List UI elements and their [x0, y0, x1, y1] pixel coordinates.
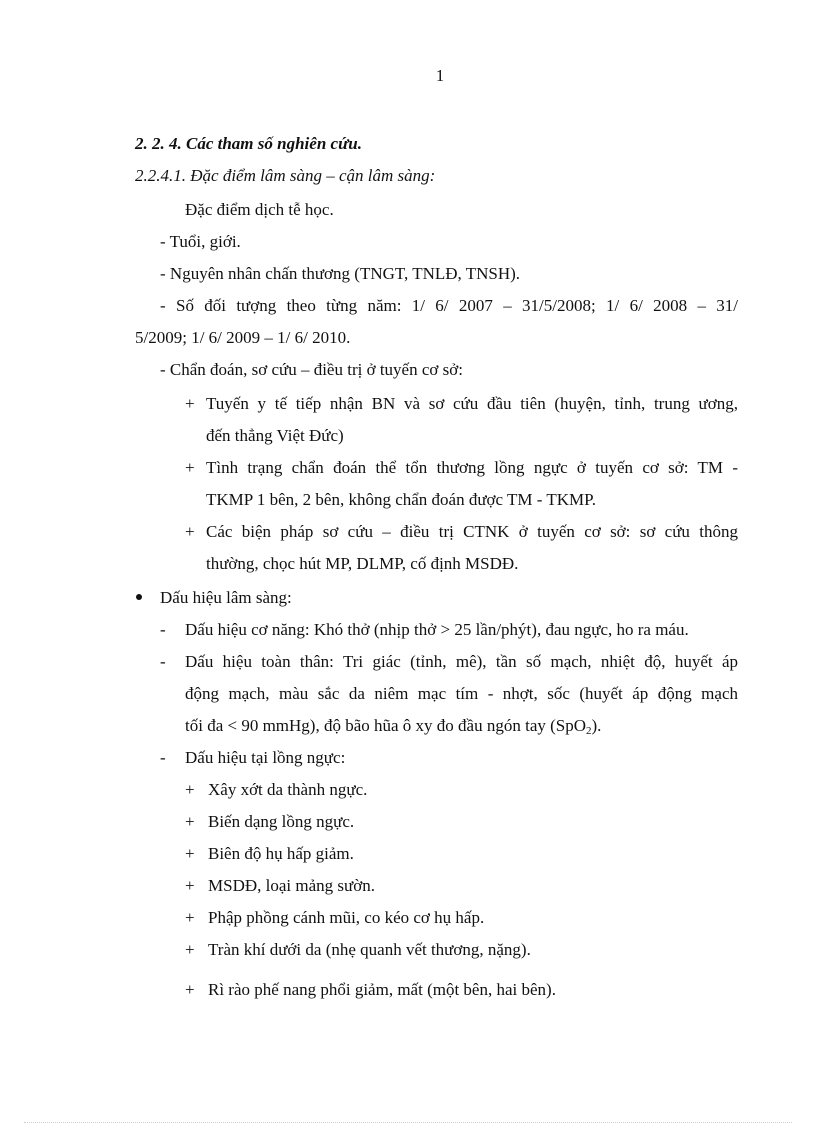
- dash-marker: -: [160, 748, 166, 767]
- list-item: động mạch, màu sắc da niêm mạc tím - nhợt, sốc (huyết áp động mạch: [185, 684, 738, 703]
- subsection-title: 2.2.4.1. Đặc điểm lâm sàng – cận lâm sàng:: [135, 166, 436, 185]
- plus-marker: +: [185, 908, 195, 927]
- plus-marker: +: [185, 458, 195, 477]
- list-item: Tình trạng chẩn đoán thể tổn thương lồng ngực ở tuyến cơ sở: TM -: [206, 458, 738, 477]
- plus-marker: +: [185, 394, 195, 413]
- list-item: Dấu hiệu toàn thân: Tri giác (tỉnh, mê), tần số mạch, nhiệt độ, huyết áp: [185, 652, 738, 671]
- plus-marker: +: [185, 812, 195, 831]
- dash-marker: -: [160, 620, 166, 639]
- systemic-line3-end: ).: [591, 716, 602, 735]
- list-item: đến thẳng Việt Đức): [206, 426, 344, 445]
- list-item: Tràn khí dưới da (nhẹ quanh vết thương, nặng).: [208, 940, 531, 959]
- list-item: - Chẩn đoán, sơ cứu – điều trị ở tuyến cơ sở:: [160, 360, 463, 379]
- plus-marker: +: [185, 522, 195, 541]
- plus-marker: +: [185, 844, 195, 863]
- spo2-subscript: 2: [586, 725, 592, 737]
- list-item: Xây xớt da thành ngực.: [208, 780, 368, 799]
- list-item: - Số đối tượng theo từng năm: 1/ 6/ 2007 – 31/5/2008; 1/ 6/ 2008 – 31/: [160, 296, 738, 315]
- bullet-icon: [136, 594, 142, 600]
- list-item: Phập phồng cánh mũi, co kéo cơ hụ hấp.: [208, 908, 485, 927]
- clinical-signs-heading: Dấu hiệu lâm sàng:: [160, 588, 292, 607]
- list-item: Biến dạng lồng ngực.: [208, 812, 355, 831]
- list-item: MSDĐ, loại mảng sườn.: [208, 876, 375, 895]
- list-item: [185, 715, 601, 737]
- plus-marker: +: [185, 980, 195, 999]
- list-item: Rì rào phế nang phổi giảm, mất (một bên, hai bên).: [208, 980, 556, 999]
- list-item: - Nguyên nhân chấn thương (TNGT, TNLĐ, TNSH).: [160, 264, 521, 283]
- list-item: TKMP 1 bên, 2 bên, không chẩn đoán được TM - TKMP.: [206, 490, 596, 509]
- section-title: 2. 2. 4. Các tham số nghiên cứu.: [135, 134, 362, 153]
- list-item: Biên độ hụ hấp giảm.: [208, 844, 354, 863]
- systemic-line3-text: tối đa < 90 mmHg), độ bão hũa ô xy đo đầu ngón tay (SpO: [185, 716, 587, 735]
- list-item: - Tuổi, giới.: [160, 232, 241, 251]
- epidemiology-heading: Đặc điểm dịch tễ học.: [185, 200, 334, 219]
- list-item: thường, chọc hút MP, DLMP, cố định MSDĐ.: [206, 554, 519, 573]
- plus-marker: +: [185, 940, 195, 959]
- plus-marker: +: [185, 780, 195, 799]
- chest-signs-heading: Dấu hiệu tại lồng ngực:: [185, 748, 346, 767]
- list-item: 5/2009; 1/ 6/ 2009 – 1/ 6/ 2010.: [135, 328, 351, 347]
- list-item: Các biện pháp sơ cứu – điều trị CTNK ở tuyến cơ sở: sơ cứu thông: [206, 522, 738, 541]
- dash-marker: -: [160, 652, 166, 671]
- list-item: Dấu hiệu cơ năng: Khó thở (nhịp thở > 25 lần/phýt), đau ngực, ho ra máu.: [185, 620, 689, 639]
- plus-marker: +: [185, 876, 195, 895]
- page-number: 1: [435, 66, 445, 85]
- list-item: Tuyến y tế tiếp nhận BN và sơ cứu đầu tiên (huyện, tỉnh, trung ương,: [206, 394, 738, 413]
